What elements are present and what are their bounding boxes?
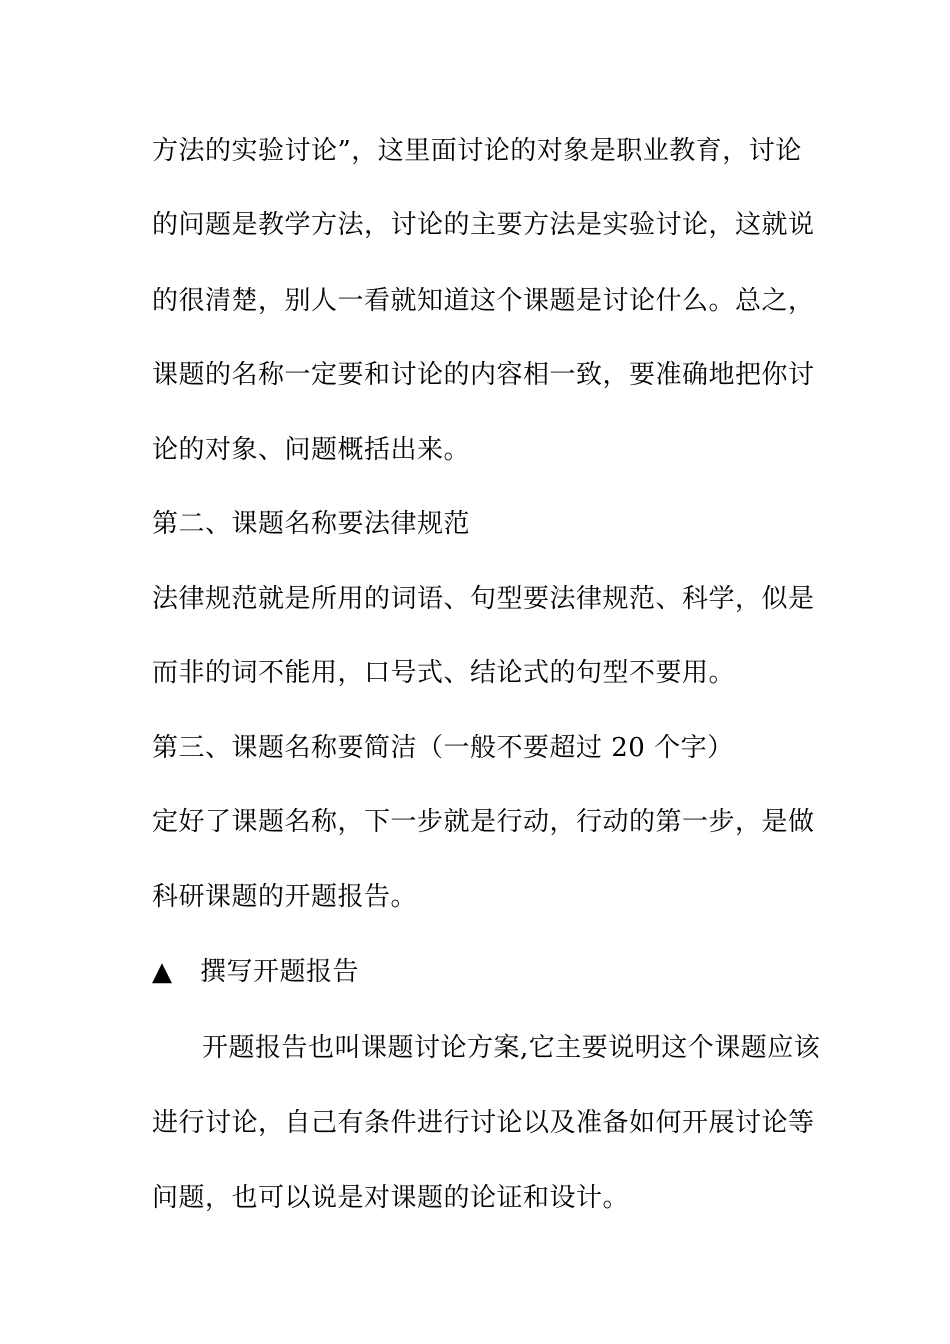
paragraph-line: 问题，也可以说是对课题的论证和设计。 [152,1183,630,1213]
paragraph-line: 科研课题的开题报告。 [152,882,418,912]
section-title [152,954,359,990]
paragraph-line: 定好了课题名称，下一步就是行动，行动的第一步，是做 [152,807,815,837]
paragraph-line: 的很清楚，别人一看就知道这个课题是讨论什么。总之， [152,286,815,316]
section-title-text: 撰写开题报告 [200,957,360,987]
triangle-bullet-icon: ▲ [152,957,173,987]
paragraph-line: 论的对象、问题概括出来。 [152,435,471,465]
paragraph-line: 课题的名称一定要和讨论的内容相一致，要准确地把你讨 [152,360,815,390]
paragraph-line: 的问题是教学方法，讨论的主要方法是实验讨论，这就说 [152,210,815,240]
section-heading-2: 第二、课题名称要法律规范 [152,509,471,539]
paragraph-line: 而非的词不能用，口号式、结论式的句型不要用。 [152,658,736,688]
paragraph-line: 开题报告也叫课题讨论方案,它主要说明这个课题应该 [202,1033,821,1063]
paragraph-line: 法律规范就是所用的词语、句型要法律规范、科学，似是 [152,584,815,614]
section-heading-3: 第三、课题名称要简洁（一般不要超过 20 个字） [152,733,734,763]
paragraph-line: 进行讨论，自己有条件进行讨论以及准备如何开展讨论等 [152,1108,815,1138]
paragraph-line: 方法的实验讨论”，这里面讨论的对象是职业教育，讨论 [152,136,802,166]
